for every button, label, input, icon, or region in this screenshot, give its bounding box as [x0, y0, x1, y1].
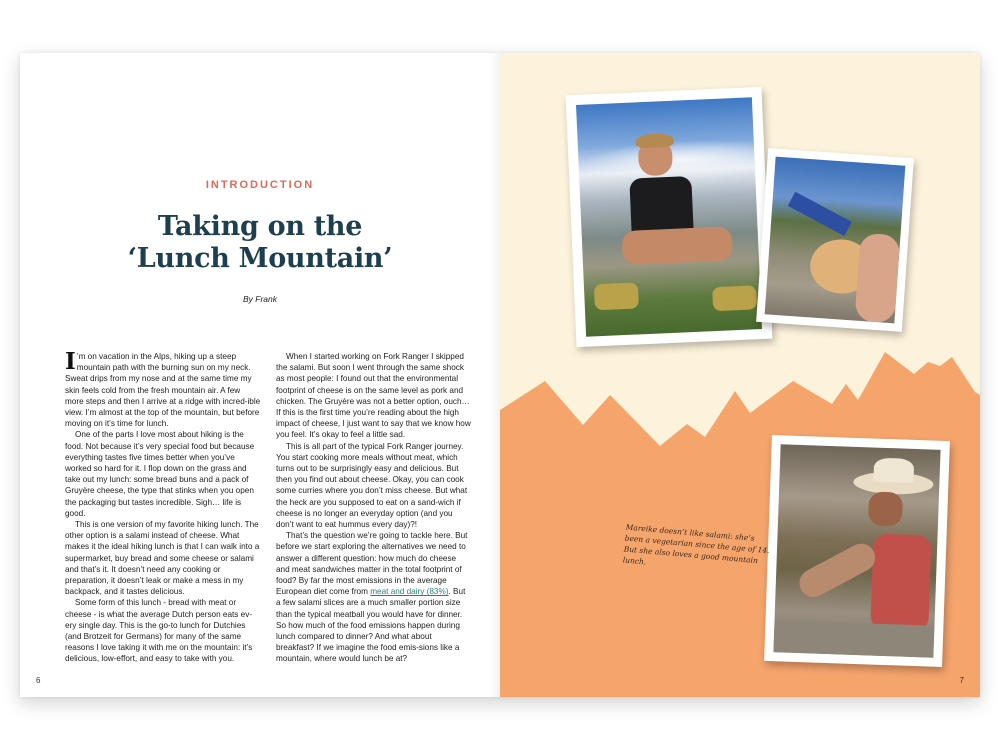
paragraph: This is all part of the typical Fork Ranger journey. You start cooking more meals without meat, which turns out to be surprisingly easy and delicious. But then you find out about cheese. Okay, you can cook some curries where you don’t miss cheese. But what the heck are you supposed to eat on a sand-wich if cheese is no longer an everyday option (and you don’t want to eat hummus every day)?!	[276, 441, 468, 530]
right-page	[500, 53, 980, 697]
byline: By Frank	[242, 294, 277, 304]
paragraph: One of the parts I love most about hiking is the food. Not because it’s very special food but because everything tastes five times better when you’ve worked so hard for it. I flop down on the grass and take out my lunch: some bread buns and a pack of Gruyère cheese, the type that stinks when you open the packaging but tastes incredible. Sigh… life is good.	[65, 430, 255, 518]
paragraph: When I started working on Fork Ranger I skipped the salami. But soon I went through the same shock as most people: I found out that the environmental footprint of cheese is on the same level as pork and chicken. The Gruyère was not a better option, ouch… If this is the first time you’re reading about the high impact of cheese, I just want to say that we know how you feel. It’s okay to feel a little sad.	[276, 352, 471, 440]
photo-bread-bun	[756, 148, 914, 332]
title-line-1: Taking on the	[157, 211, 363, 242]
bread-photo-image	[765, 157, 906, 324]
paragraph: I ’m on vacation in the Alps, hiking up a steep mountain path with the burning sun on my neck. Sweat drips from my nose and at the same time my skin feels cold from the fresh mountain air. A few more steps and then I arrive at a ridge with incred-ible view. I’m almost at the top of the mountain, but before moving on it’s time for lunch.	[65, 348, 261, 429]
article-title	[20, 211, 500, 275]
page-number-right: 7	[959, 676, 964, 685]
paragraph: This is one version of my favorite hiking lunch. The other option is a salami instead of cheese. What makes it the ideal hiking lunch is that I can walk into a supermarket, buy bread and some cheese or salami and that’s it. It doesn’t need any cooking or preparation, it doesn’t leak or make a mess in my backpack, and it tastes delicious.	[65, 520, 260, 597]
woman-photo-image	[773, 444, 940, 657]
body-column-2	[276, 351, 472, 665]
photo-caption-handwritten: Mareike doesn’t like salami: she’s been a vegetarian since the age of 14. But she also loves a good mountain lunch.	[622, 522, 770, 567]
paragraph: That’s the question we’re going to tackle here. But before we start exploring the alternatives we need to answer a different question: how much do cheese and meat sandwiches matter in the total footprint of food? By far the most emissions in the average European diet come from meat and dairy (83%). But a few salami slices are a much smaller portion size than the typical meatball you would have for dinner. So how much of the food emissions happen during lunch compared to dinner? And what about breakfast? If we imagine the food emis-sions like a mountain, where would lunch be at?	[276, 531, 468, 664]
hiker-photo-image	[576, 97, 762, 336]
body-column-1	[65, 348, 261, 665]
title-line-2: ‘Lunch Mountain’	[127, 243, 393, 274]
photo-hiker-tying-boots	[566, 87, 773, 347]
paragraph: Some form of this lunch - bread with meat or cheese - is what the average Dutch person eats ev-ery single day. This is the go-to lunch for Dutchies (and Brotzeit for Germans) for many of the same reasons I love taking it with me on the mountain: it’s delicious, low-effort, and easy to take with you.	[65, 598, 253, 664]
drop-cap: I	[65, 348, 76, 375]
photo-woman-in-hat	[764, 435, 950, 667]
page-number-left: 6	[36, 676, 41, 685]
left-page	[20, 53, 500, 697]
meat-and-dairy-link[interactable]: meat and dairy (83%)	[370, 587, 449, 597]
section-kicker: INTRODUCTION	[205, 179, 315, 191]
